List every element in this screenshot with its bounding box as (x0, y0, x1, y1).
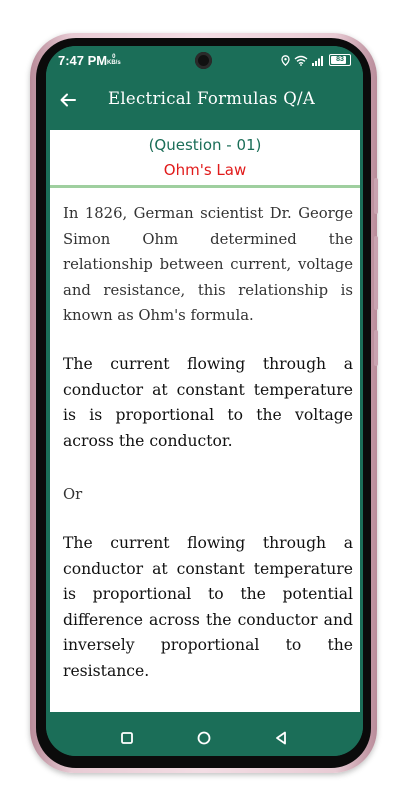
home-button[interactable] (194, 728, 214, 748)
home-icon (194, 728, 214, 748)
network-speed-value: 0 (112, 54, 116, 60)
answer-paragraph-intro: In 1826, German scientist Dr. George Simon Ohm determined the relationship between current, voltage and resistance, this relationship is known as Ohm's formula. (63, 205, 353, 324)
volume-button (374, 236, 378, 310)
answer-paragraph-alternate-definition: The current flowing through a conductor at constant temperature is proportional to the potential difference across the conductor and inversely proportional to the resistance. (63, 534, 353, 680)
recent-apps-icon (117, 728, 137, 748)
wifi-icon (294, 55, 308, 66)
battery-icon (329, 54, 351, 66)
power-button (374, 330, 378, 366)
back-button[interactable] (56, 88, 80, 112)
front-camera (195, 52, 212, 69)
phone-screen (46, 46, 363, 756)
status-bar (46, 46, 363, 76)
divider (50, 185, 360, 188)
answer-paragraph-or: Or (63, 486, 83, 503)
location-icon (281, 55, 290, 66)
side-button (374, 178, 378, 214)
system-back-button[interactable] (271, 728, 291, 748)
status-time: 7:47 PM (58, 53, 108, 68)
battery-level: 83 (336, 56, 344, 63)
triangle-back-icon (271, 728, 291, 748)
app-bar (46, 76, 363, 124)
app-title: Electrical Formulas Q/A (108, 89, 316, 108)
network-speed-unit: KB/s (107, 60, 121, 66)
question-title: Ohm's Law (163, 161, 247, 179)
signal-icon (312, 55, 325, 66)
network-speed (107, 54, 121, 66)
status-icons (281, 54, 351, 66)
system-navigation-bar (46, 720, 363, 756)
question-number: (Question - 01) (148, 136, 262, 154)
arrow-left-icon (56, 88, 80, 112)
question-card (50, 130, 360, 712)
recent-apps-button[interactable] (117, 728, 137, 748)
answer-paragraph-definition: The current flowing through a conductor at constant temperature is is proportional to the voltage across the conductor. (63, 355, 353, 450)
